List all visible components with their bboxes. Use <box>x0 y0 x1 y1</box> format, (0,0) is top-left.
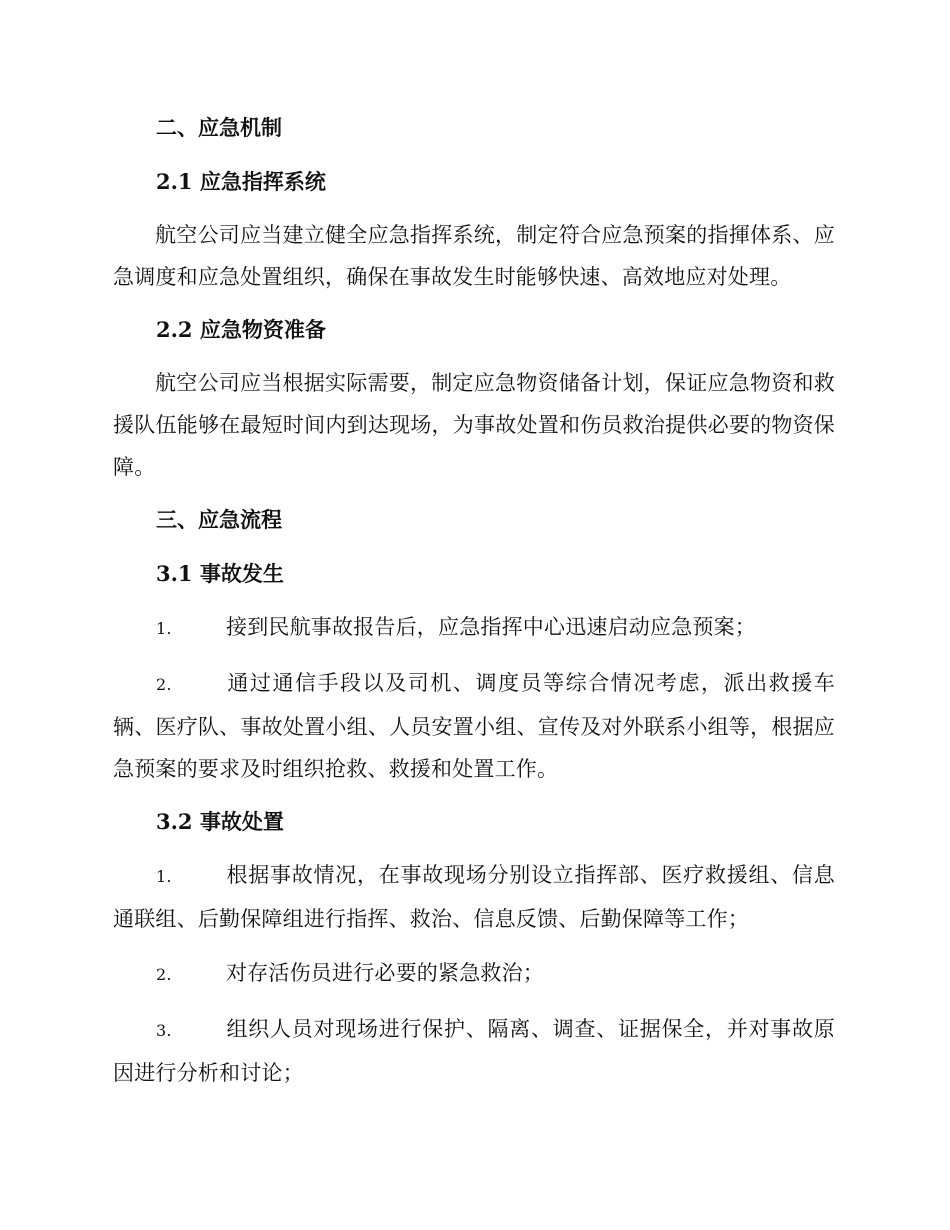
paragraph-command-system: 航空公司应当建立健全应急指挥系统，制定符合应急预案的指揮体系、应急调度和应急处置组织，确保在事故发生时能够快速、高效地应对处理。 <box>113 223 835 289</box>
subsection-heading-supplies: 2.2 应急物资准备 <box>156 317 326 342</box>
document-page <box>113 108 835 1106</box>
list-item-number: 3. <box>156 1021 172 1040</box>
list-item-text: 通过通信手段以及司机、调度员等综合情况考虑，派出救援车辆、医疗队、事故处置小组、人员安置小组、宣传及对外联系小组等，根据应急预案的要求及时组织抢救、救援和处置工作。 <box>113 671 835 781</box>
list-item-text: 组织人员对现场进行保护、隔离、调查、证据保全，并对事故原因进行分析和讨论； <box>113 1017 835 1085</box>
section-heading-emergency-mechanism: 二、应急机制 <box>156 115 282 140</box>
list-item-number: 2. <box>156 675 172 694</box>
list-item-number: 1. <box>156 867 172 886</box>
list-item-text: 对存活伤员进行必要的紧急救治； <box>226 961 544 985</box>
list-item-number: 2. <box>156 965 172 984</box>
list-item <box>113 952 835 996</box>
paragraph-supplies: 航空公司应当根据实际需要，制定应急物资储备计划，保证应急物资和救援队伍能够在最短时间内到达现场，为事故处置和伤员救治提供必要的物资保障。 <box>113 371 835 479</box>
subsection-heading-command-system: 2.1 应急指挥系统 <box>156 169 326 194</box>
list-item-number: 1. <box>156 619 172 638</box>
subsection-heading-accident-occurrence: 3.1 事故发生 <box>156 561 284 586</box>
list-item <box>113 1008 835 1094</box>
list-item <box>113 662 835 790</box>
subsection-heading-accident-handling: 3.2 事故处置 <box>156 809 284 834</box>
list-item-text: 接到民航事故报告后，应急指挥中心迅速启动应急预案； <box>226 615 756 639</box>
list-item <box>113 606 835 650</box>
section-heading-emergency-process: 三、应急流程 <box>156 507 282 532</box>
list-item <box>113 854 835 940</box>
list-item-text: 根据事故情况，在事故现场分别设立指挥部、医疗救援组、信息通联组、后勤保障组进行指挥、救治、信息反馈、后勤保障等工作； <box>113 863 835 931</box>
